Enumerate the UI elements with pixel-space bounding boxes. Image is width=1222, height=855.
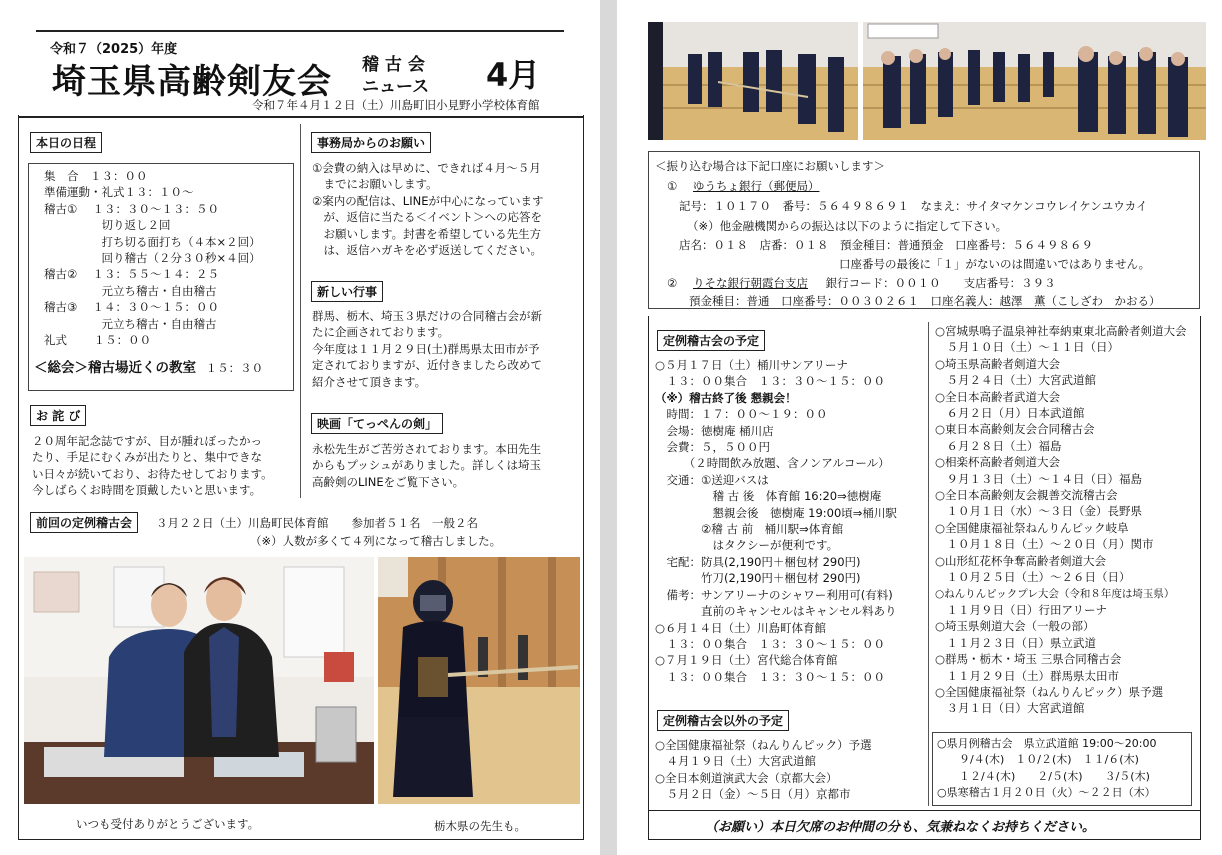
regular-line: 時間：１７：００～１９：００ xyxy=(655,407,828,422)
schedule-heading: 本日の日程 xyxy=(30,132,102,153)
event-line: １１月９日（日）行田アリーナ xyxy=(935,602,1108,617)
resona-code: 銀行コード：００１０ 支店番号：３９３ xyxy=(825,276,1056,290)
events-lines xyxy=(935,323,1187,717)
event-line: ○全日本高齢剣友会親善交流稽古会 xyxy=(935,488,1118,503)
movie-line: からもプッシュがありました。詳しくは埼玉 xyxy=(312,458,541,473)
page-border-right xyxy=(583,115,584,840)
footer-request: （お願い）本日欠席のお仲間の分も、気兼ねなくお持ちください。 xyxy=(705,820,1096,835)
general-meeting xyxy=(34,356,263,376)
event-line: ○全国健康福祉祭ねんりんピック岐阜 xyxy=(935,520,1129,535)
column-divider-right xyxy=(928,322,929,806)
regular-line: ②稽 古 前 桶川駅⇒体育館 xyxy=(655,522,844,537)
resona-account: 預金種目：普通 口座番号：００３０２６１ 口座名義人：越澤 薫（こしざわ かおる） xyxy=(689,294,1161,308)
header-year: 令和７（2025）年度 xyxy=(50,42,178,57)
movie-heading: 映画「てっぺんの剣」 xyxy=(311,413,443,434)
regular-line: 交通：①送迎バスは xyxy=(655,472,769,487)
schedule-line: 稽古① １３：３０～１３：５０ xyxy=(44,201,219,216)
apology-line: ２０周年記念誌ですが、目が腫れぼったかっ xyxy=(32,434,262,448)
practice-photo xyxy=(648,22,1206,140)
office-line: ②案内の配信は、LINEが中心になっています xyxy=(312,193,544,208)
schedule-line: 回り稽古（２分３０秒×４回） xyxy=(44,251,261,266)
event-line: ○相楽杯高齢者剣道大会 xyxy=(935,455,1061,470)
apology-line: 今しばらくお時間を頂戴したいと思います。 xyxy=(32,483,262,498)
apology-line: たり、手足にむくみが出たりと、集中できな xyxy=(32,450,262,465)
branch-line: 店名：０１８ 店番：０１８ 預金種目：普通預金 口座番号：５６４９８６９ xyxy=(679,238,1093,252)
regular-line: 竹刀(2,190円＋梱包材 290円) xyxy=(655,571,861,586)
office-line: は、返信ハガキを必ず返送してください。 xyxy=(312,243,542,258)
apology-heading: お 詫 び xyxy=(30,405,86,426)
event-line: １０月２５日（土）～２６日（日） xyxy=(935,570,1131,585)
footer-rule xyxy=(648,810,1200,811)
other-lines xyxy=(655,737,872,803)
monthly-line: ９/４(木) １０/２(木) １１/６(木) xyxy=(937,753,1139,767)
page-border-left-r xyxy=(648,316,649,840)
event-line: １０月１８日（土）～２０日（月）関市 xyxy=(935,537,1154,552)
regular-line-party: （※）稽古終了後 懇親会！ xyxy=(655,390,797,405)
event-line: ５月１０日（土）～１１日（日） xyxy=(935,340,1119,355)
office-line: ①会費の納入は早めに、できれば４月～５月 xyxy=(312,161,541,175)
yucho-number: ① xyxy=(667,179,678,193)
regular-line: （２時間飲み放題、含ノンアルコール） xyxy=(655,456,890,471)
newsletter-page-left xyxy=(0,0,600,855)
kendo-photo xyxy=(378,557,580,804)
regular-line: 会費：５，５００円 xyxy=(655,440,770,455)
general-meeting-time: １５：３０ xyxy=(205,361,264,375)
monthly-line: ○県月例稽古会 県立武道館 19:00～20:00 xyxy=(937,737,1157,750)
event-line: ３月１日（日）大宮武道館 xyxy=(935,701,1085,716)
new-event-line: 紹介させて頂きます。 xyxy=(312,374,427,389)
schedule-line: 切り返し２回 xyxy=(44,218,171,233)
monthly-lines xyxy=(937,736,1157,802)
regular-line: １３：００集合 １３：３０～１５：００ xyxy=(655,636,885,651)
kendo-caption: 栃木県の先生も。 xyxy=(434,819,526,833)
event-line: ５月２４日（土）大宮武道館 xyxy=(935,373,1096,388)
regular-line: １３：００集合 １３：３０～１５：００ xyxy=(655,669,885,684)
new-event-line: 群馬、栃木、埼玉３県だけの合同稽古会が新 xyxy=(312,309,542,323)
movie-text xyxy=(312,441,541,490)
regular-line: 直前のキャンセルはキャンセル料あり xyxy=(655,604,897,619)
previous-note: （※）人数が多くて４列になって稽古しました。 xyxy=(250,534,502,548)
page-border-right-r xyxy=(1200,316,1201,840)
reception-photo xyxy=(24,557,374,804)
yucho-account: 記号：１０１７０ 番号：５６４９８６９１ なまえ：サイタマケンコウレイケンユウカイ xyxy=(679,199,1148,213)
event-line: ６月２８日（土）福島 xyxy=(935,438,1062,453)
regular-line: ○６月１４日（土）川島町体育館 xyxy=(655,620,827,635)
yucho-line-head xyxy=(667,178,819,194)
movie-line: 高齢剣のLINEをご覧下さい。 xyxy=(312,474,465,489)
resona-name: りそな銀行朝霞台支店 xyxy=(692,276,808,290)
page-border-left xyxy=(18,115,19,840)
apology-line: い日々が続いており、お待たせしております。 xyxy=(32,466,273,481)
new-event-line: 定されておりますが、近付きましたら改めて xyxy=(312,358,542,373)
header-news-line2: ニュース xyxy=(362,77,430,97)
regular-line: はタクシーが便利です。 xyxy=(655,538,839,553)
practice-photo-illustration xyxy=(648,22,1206,140)
new-event-heading: 新しい行事 xyxy=(311,281,383,302)
schedule-lines xyxy=(44,168,261,348)
header-rule-bottom xyxy=(18,116,583,118)
schedule-line: 打ち切る面打ち（４本×２回） xyxy=(44,234,261,249)
event-line: ○全日本高齢者武道大会 xyxy=(935,389,1061,404)
office-line: お願いします。封書を希望している先生方 xyxy=(312,226,542,241)
regular-lines xyxy=(655,357,897,685)
office-line: までにお願いします。 xyxy=(312,177,438,192)
schedule-line: 準備運動・礼式１３：１０～ xyxy=(44,185,194,200)
event-line: ○群馬・栃木・埼玉 三県合同稽古会 xyxy=(935,652,1122,667)
movie-line: 永松先生がご苦労されております。本田先生 xyxy=(312,442,542,456)
regular-line: １３：００集合 １３：３０～１５：００ xyxy=(655,374,885,389)
regular-line: 会場：徳樹庵 桶川店 xyxy=(655,423,774,438)
reception-caption: いつも受付ありがとうございます。 xyxy=(76,817,260,831)
regular-line: 備考：サンアリーナのシャワー利用可(有料) xyxy=(655,587,893,602)
bank-intro: ＜振り込む場合は下記口座にお願いします＞ xyxy=(655,159,885,173)
schedule-line: 稽古③ １４：３０～１５：００ xyxy=(44,300,219,315)
header-org-title: 埼玉県高齢剣友会 xyxy=(52,62,332,102)
resona-line-head xyxy=(667,275,1056,291)
event-line: ○全国健康福祉祭（ねんりんピック）県予選 xyxy=(935,684,1164,699)
new-event-text xyxy=(312,308,542,390)
kendo-photo-illustration xyxy=(378,557,580,804)
schedule-line: 稽古② １３：５５～１４：２５ xyxy=(44,267,219,282)
office-line: が、返信に当たる＜イベント＞への応答を xyxy=(312,210,542,225)
previous-heading: 前回の定例稽古会 xyxy=(30,512,138,533)
event-line: ○山形紅花杯争奪高齢者剣道大会 xyxy=(935,553,1107,568)
page-border-bottom xyxy=(18,839,584,840)
yucho-name: ゆうちょ銀行（郵便局） xyxy=(692,179,820,193)
header-month: 4月 xyxy=(486,56,541,94)
previous-summary: ３月２２日（土）川島町民体育館 参加者５１名 一般２名 xyxy=(156,516,478,530)
column-divider xyxy=(300,124,301,498)
event-line: ○埼玉県剣道大会（一般の部） xyxy=(935,619,1095,634)
regular-line: ○５月１７日（土）桶川サンアリーナ xyxy=(655,358,848,372)
event-line: ９月１３日（土）～１４日（日）福島 xyxy=(935,471,1142,486)
monthly-line: １２/４(木) ２/５(木) ３/５(木) xyxy=(937,769,1150,783)
other-line: ５月２日（金）～５日（月）京都市 xyxy=(655,787,851,802)
event-line: １０月１日（水）～３日（金）長野県 xyxy=(935,504,1142,519)
regular-line: 稽 古 後 体育館 16:20⇒徳樹庵 xyxy=(655,489,882,504)
header-rule-top xyxy=(36,30,564,32)
event-line: ○宮城県鳴子温泉神社奉納東東北高齢者剣道大会 xyxy=(935,324,1187,338)
apology-text xyxy=(32,433,273,499)
other-line: ○全日本剣道演武大会（京都大会） xyxy=(655,770,838,785)
other-heading: 定例稽古会以外の予定 xyxy=(657,710,789,731)
header-news-line1: 稽 古 会 xyxy=(362,55,425,75)
event-line: １１月２３日（日）県立武道 xyxy=(935,635,1096,650)
general-meeting-label: ＜総会＞稽古場近くの教室 xyxy=(34,360,196,376)
page-border-bottom-r xyxy=(648,839,1201,840)
event-line: ○東日本高齢剣友会合同稽古会 xyxy=(935,422,1095,437)
schedule-line: 元立ち稽古・自由稽古 xyxy=(44,316,217,331)
new-event-line: たに企画されております。 xyxy=(312,325,450,340)
newsletter-page-right xyxy=(617,0,1222,855)
other-line: ○全国健康福祉祭（ねんりんピック）予選 xyxy=(655,738,872,752)
schedule-line: 礼式 １５：００ xyxy=(44,333,152,348)
reception-photo-illustration xyxy=(24,557,374,804)
header-date-place: 令和７年４月１２日（土）川島町旧小見野小学校体育館 xyxy=(252,98,540,112)
regular-line: 宅配：防具(2,190円＋梱包材 290円) xyxy=(655,554,861,569)
regular-line: ○７月１９日（土）宮代総合体育館 xyxy=(655,653,838,668)
office-text xyxy=(312,160,543,258)
event-line: ○ねんりんピックプレ大会（令和８年度は埼玉県） xyxy=(935,587,1175,600)
new-event-line: 今年度は１１月２９日(土)群馬県太田市が予 xyxy=(312,341,540,356)
schedule-line: 元立ち稽古・自由稽古 xyxy=(44,283,217,298)
resona-number: ② xyxy=(667,276,678,290)
event-line: ６月２日（月）日本武道館 xyxy=(935,406,1085,421)
event-line: ○埼玉県高齢者剣道大会 xyxy=(935,356,1061,371)
regular-line: 懇親会後 徳樹庵 19:00頃⇒桶川駅 xyxy=(655,505,897,520)
branch-note: 口座番号の最後に「１」がないのは間違いではありません。 xyxy=(839,257,1151,271)
other-line: ４月１９日（土）大宮武道館 xyxy=(655,754,816,769)
office-heading: 事務局からのお願い xyxy=(311,132,431,153)
schedule-line: 集 合 １３：００ xyxy=(44,169,148,183)
regular-heading: 定例稽古会の予定 xyxy=(657,330,765,351)
event-line: １１月２９日（土）群馬県太田市 xyxy=(935,668,1119,683)
monthly-line: ○県寒稽古１月２０日（火）～２２日（木） xyxy=(937,786,1156,800)
bank-note: （※）他金融機関からの振込は以下のように指定して下さい。 xyxy=(687,219,1008,233)
